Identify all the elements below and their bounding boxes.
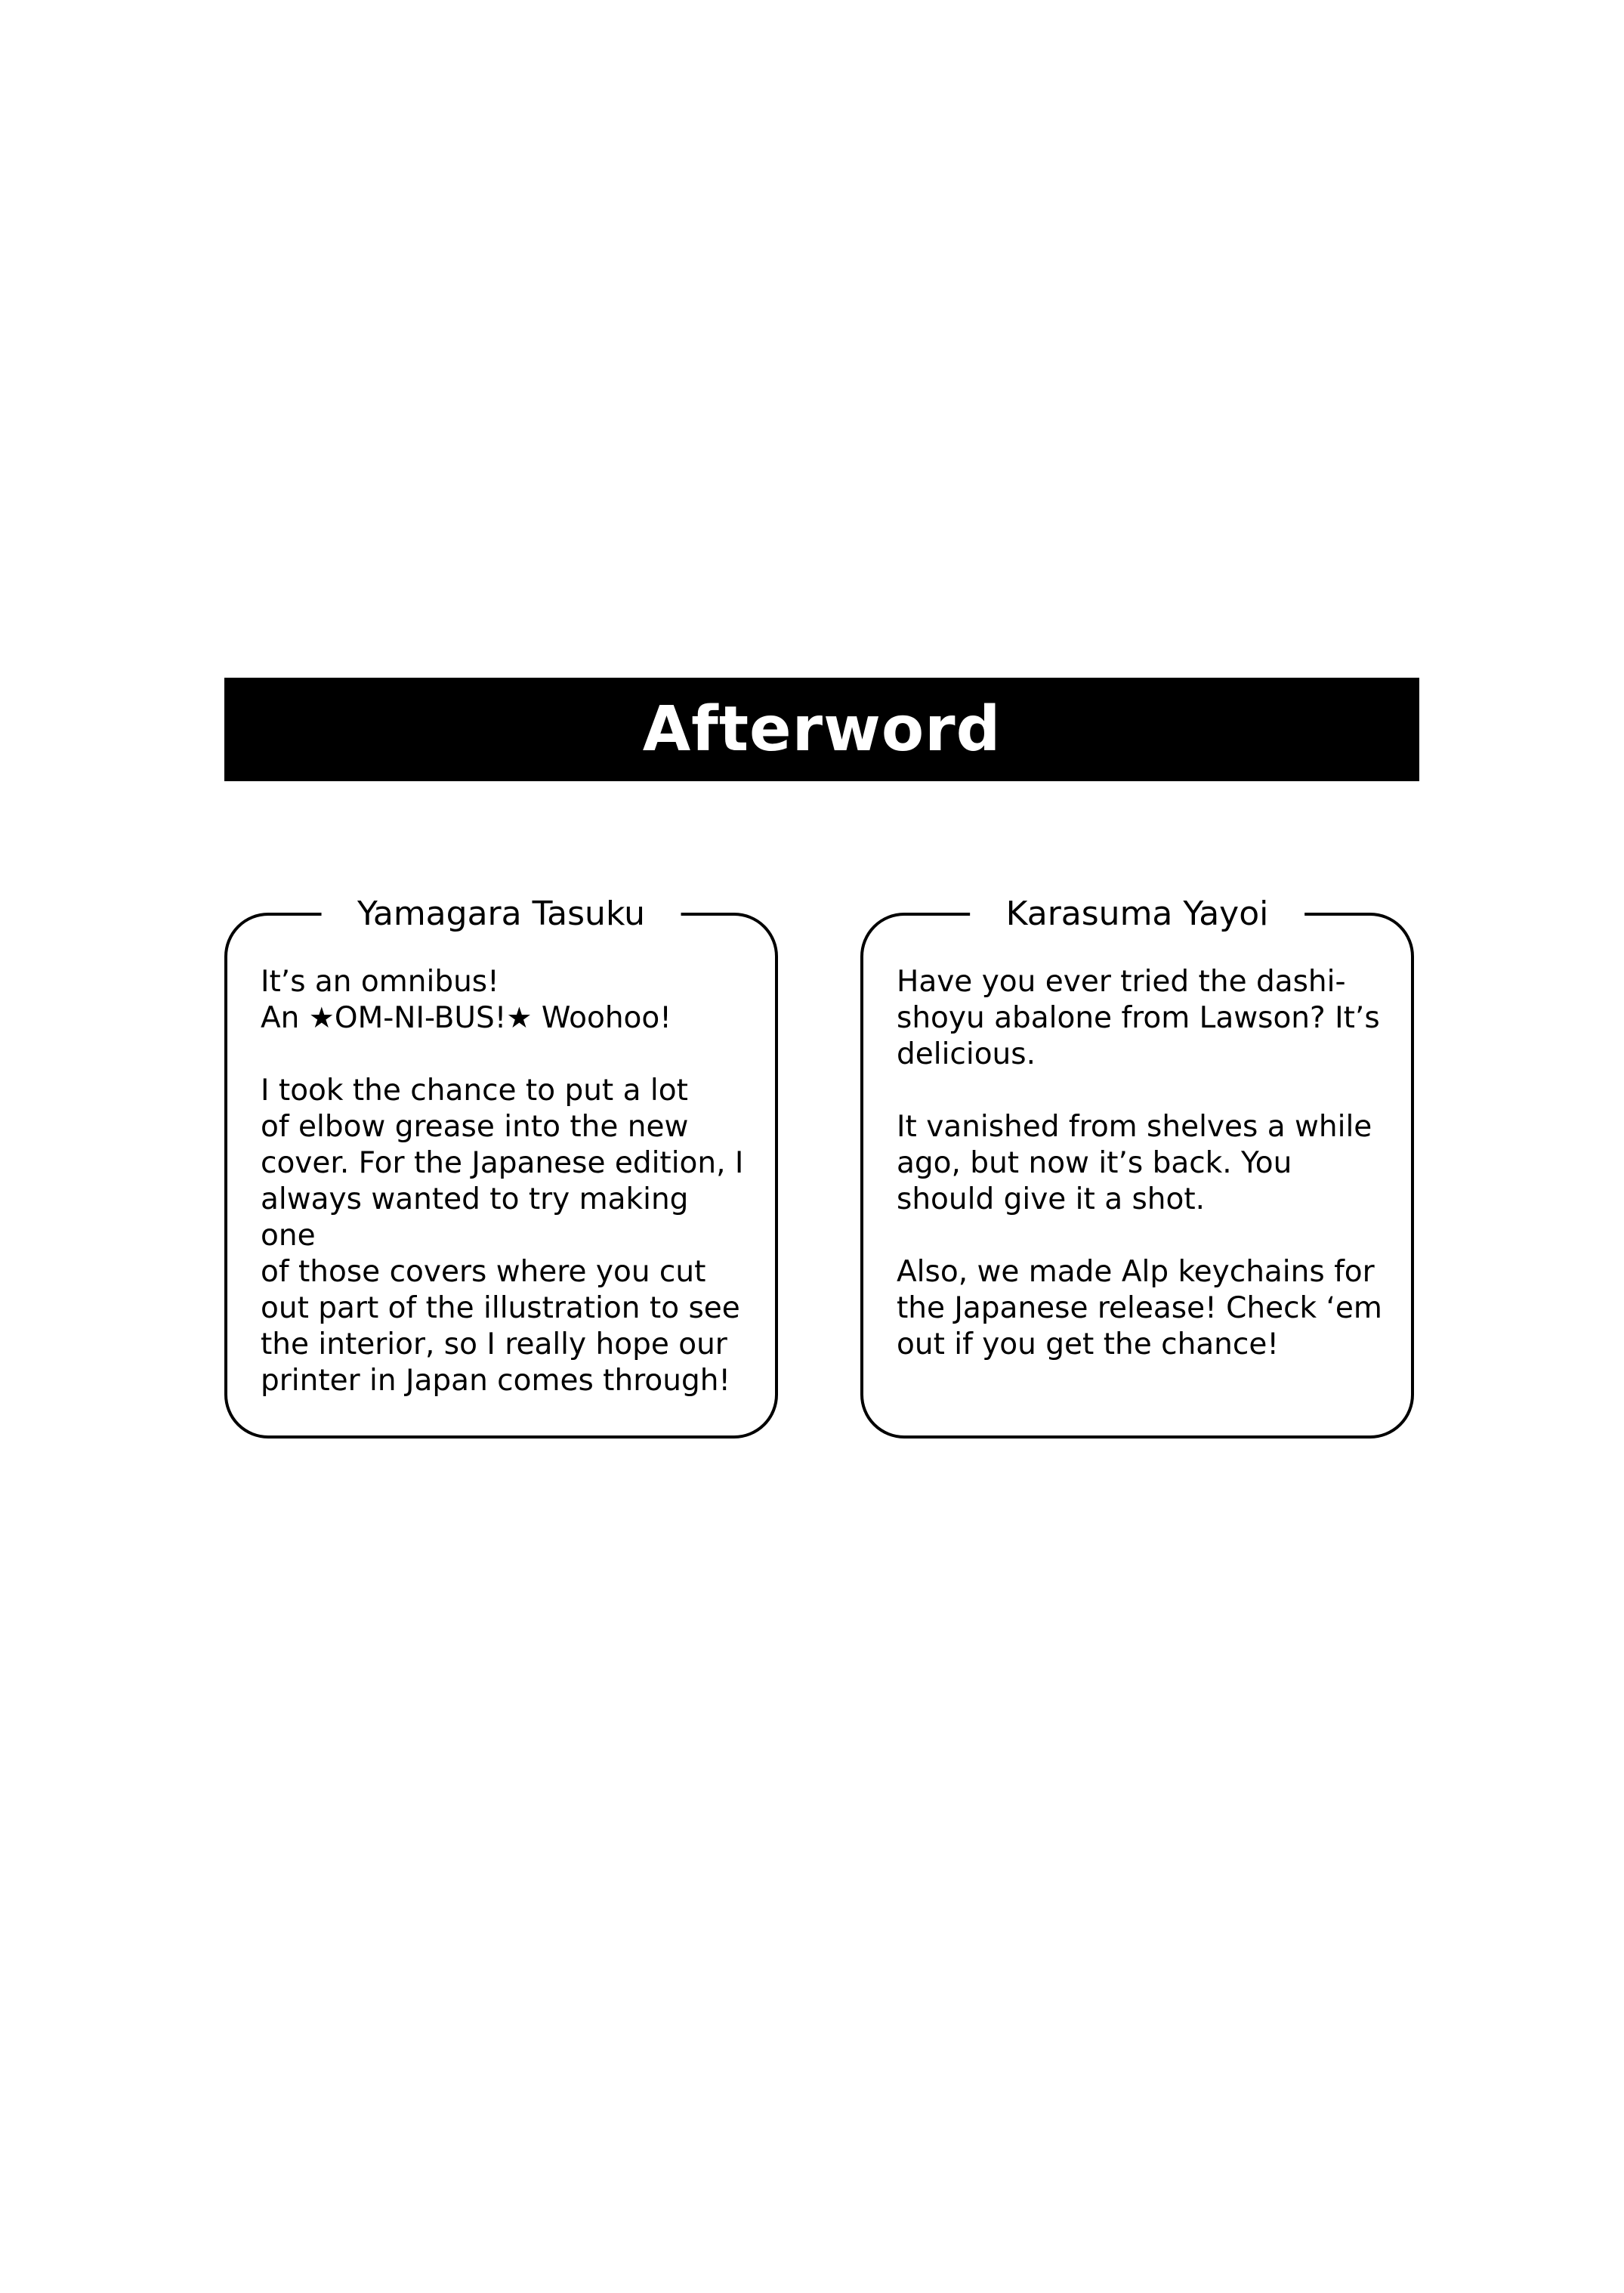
page-title: Afterword xyxy=(642,693,1002,765)
afterword-title-bar xyxy=(224,678,1419,781)
note-paragraph: Also, we made Alp keychains for the Japanese release! Check ‘em out if you get the chance! xyxy=(897,1255,1382,1361)
note-paragraph xyxy=(261,964,752,1037)
note-line-shout: OM-NI-BUS! xyxy=(334,1001,507,1035)
author-note-yamagara xyxy=(224,895,778,1439)
note-paragraph: It vanished from shelves a while ago, but now it’s back. You should give it a shot. xyxy=(897,1110,1372,1216)
author-name: Karasuma Yayoi xyxy=(970,890,1305,938)
note-body xyxy=(897,964,1388,1363)
author-name: Yamagara Tasuku xyxy=(321,890,681,938)
note-paragraph: I took the chance to put a lot of elbow grease into the new cover. For the Japanese edition, I always wanted to try making one of those covers where you cut out part of the illustration to see the interior, so I really hope our printer in Japan comes through! xyxy=(261,1074,744,1398)
note-line-suffix: Woohoo! xyxy=(532,1001,672,1035)
star-icon: ★ xyxy=(506,1001,533,1034)
note-line: It’s an omnibus! xyxy=(261,965,499,999)
star-icon: ★ xyxy=(308,1001,335,1034)
note-body xyxy=(261,964,752,1399)
note-line-prefix: An xyxy=(261,1001,309,1035)
author-note-karasuma xyxy=(860,895,1414,1439)
note-paragraph: Have you ever tried the dashi- shoyu abalone from Lawson? It’s delicious. xyxy=(897,965,1380,1071)
